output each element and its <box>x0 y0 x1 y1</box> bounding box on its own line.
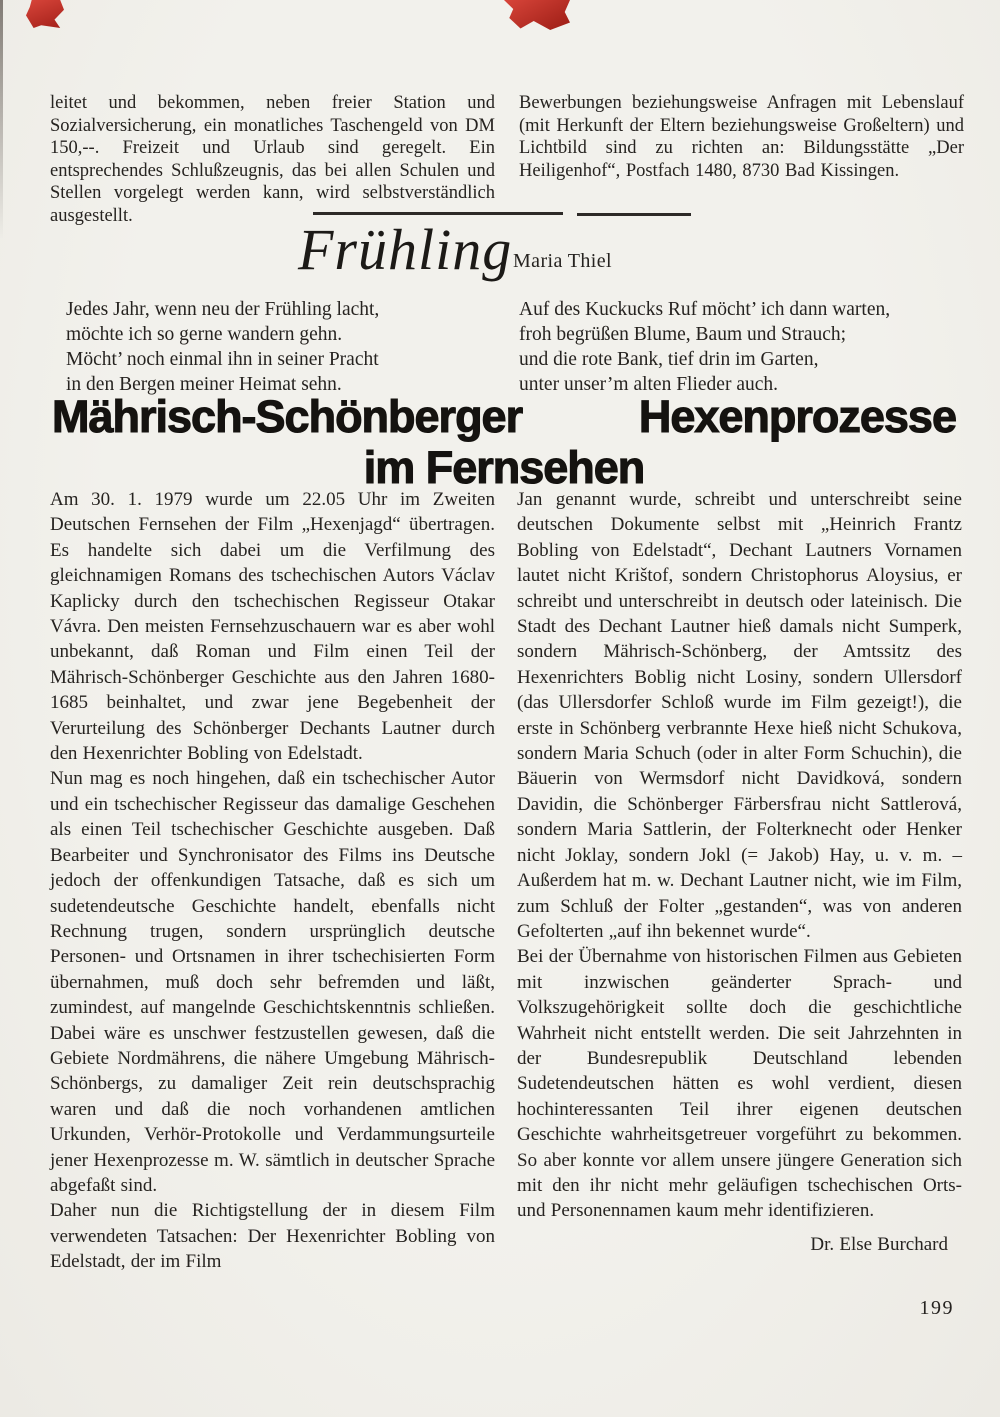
article-paragraph: Jan genannt wurde, schreibt und unterschreibt seine deutschen Dokumente selbst mit „Heinrich Frantz Bobling von Edelstadt“, Dechant Lautners Vornamen lautet nicht Krištof, sondern Christophorus Aloysius, er schreibt und unterschreibt in deutsch oder lateinisch. Die Stadt des Dechant Lautner hieß damals nicht Sumperk, sondern Mährisch-Schönberg, der Amtssitz des Hexenrichters Boblig nicht Losiny, sondern Ullersdorf (das Ullersdorfer Schloß wurde im Film gezeigt!), die erste in Schönberg verbrannte Hexe hieß nicht Schukova, sondern Maria Schuch (oder in alter Form Schuchin), die Bäuerin von Wermsdorf nicht Davidková, sondern Davidin, die Schönberger Färbersfrau nicht Sattlerová, sondern Maria Sattlerin, der Folterknecht oder Henker nicht Joklay, sondern Jokl (= Jakob) Hay, u. v. m. – Außerdem hat m. w. Dechant Lautner nicht, wie im Film, zum Schluß der Folter „gestanden“, was von anderen Gefolterten „auf ihn bekennet wurde“. <box>517 489 962 942</box>
article-left-column <box>50 487 495 1275</box>
page-edge-shadow <box>0 0 3 240</box>
poem-line: Möcht’ noch einmal ihn in seiner Pracht <box>66 349 379 370</box>
poem-stanza-right <box>519 297 964 397</box>
poem-author: Maria Thiel <box>513 250 612 272</box>
poem-line: und die rote Bank, tief drin im Garten, <box>519 349 819 370</box>
top-right-article-text: Bewerbungen beziehungsweise Anfragen mit Lebenslauf (mit Herkunft der Eltern beziehungsweise Großeltern) und Lichtbild sind zu richten an: Bildungsstätte „Der Heiligenhof“, Postfach 1480, 8730 Bad Kissingen. <box>519 93 964 181</box>
headline-line-1 <box>52 391 956 443</box>
headline-word-right: Hexenprozesse <box>638 391 956 442</box>
article-paragraph: Daher nun die Richtigstellung der in diesem Film verwendeten Tatsachen: Der Hexenrichter Bobling von Edelstadt, der im Film <box>50 1200 495 1273</box>
top-articles-section <box>50 92 964 228</box>
poem-line: möchte ich so gerne wandern gehn. <box>66 324 343 345</box>
red-ink-mark-center <box>504 0 570 30</box>
article-paragraph: Bei der Übernahme von historischen Filmen aus Gebieten mit inzwischen geänderter Sprach- und Volkszugehörigkeit sollte doch die geschichtliche Wahrheit nicht entstellt werden. Die seit Jahrzehnten in der Bundesrepublik Deutschland lebenden Sudetendeutschen hätten es wohl verdient, diesen hochinteressanten Teil ihrer eigenen deutschen Geschichte wahrheitsgetreuer vorgeführt zu bekommen. So aber konnte vor allem unsere jüngere Generation sich mit den ihr nicht mehr geläufigen tschechischen Orts- und Personennamen kaum mehr identifizieren. <box>517 946 962 1222</box>
divider-segment-long <box>313 212 563 215</box>
headline-word-left: Mährisch-Schönberger <box>52 391 523 442</box>
poem-line: Auf des Kuckucks Ruf möcht’ ich dann warten, <box>519 299 891 320</box>
top-left-article-text: leitet und bekommen, neben freier Station und Sozialversicherung, ein monatliches Taschengeld von DM 150,--. Freizeit und Urlaub sind geregelt. Ein entsprechendes Schlußzeugnis, das bei allen Schulen und Stellen vorgelegt werden kann, wird selbstverständlich ausgestellt. <box>50 93 495 226</box>
divider-segment-short <box>577 213 691 216</box>
article-paragraph: Nun mag es noch hingehen, daß ein tschechischer Autor und ein tschechischer Regisseur das damalige Geschehen als einen Teil tschechischer Geschichte ausgeben. Daß Bearbeiter und Synchronisator des Films ins Deutsche jedoch der offenkundigen Tatsache, daß es sich um sudetendeutsche Geschichte handelt, ebenfalls nicht Rechnung trugen, sondern ursprünglich deutsche Personen- und Ortsnamen in ihrer tschechisierten Form übernahmen, muß doch sehr befremden und läßt, zumindest, auf mangelnde Geschichtskenntnis schließen. Dabei wäre es unschwer festzustellen gewesen, daß die Gebiete Nordmährens, die nähere Umgebung Mährisch-Schönbergs, zu damaliger Zeit rein deutschsprachig waren und daß die noch vorhandenen amtlichen Urkunden, Verhör-Protokolle und Verdammungsurteile jener Hexenprozesse m. W. sämtlich in deutscher Sprache abgefaßt sind. <box>50 768 495 1196</box>
poem-stanzas <box>50 297 964 397</box>
red-ink-mark-left <box>26 0 64 28</box>
poem-title: Frühling <box>298 217 513 282</box>
poem-header <box>0 217 1000 296</box>
poem-line: unter unser’m alten Flieder auch. <box>519 374 779 395</box>
article-right-column <box>517 487 962 1275</box>
poem-line: Jedes Jahr, wenn neu der Frühling lacht, <box>66 299 380 320</box>
poem-line: froh begrüßen Blume, Baum und Strauch; <box>519 324 847 345</box>
poem-line: in den Bergen meiner Heimat sehn. <box>66 374 342 395</box>
poem-stanza-left <box>50 297 495 397</box>
article-signature: Dr. Else Burchard <box>810 1233 948 1255</box>
article-paragraph: Am 30. 1. 1979 wurde um 22.05 Uhr im Zweiten Deutschen Fernsehen der Film „Hexenjagd“ übertragen. Es handelte sich dabei um die Verfilmung des gleichnamigen Romans des tschechischen Autors Václav Kaplicky durch den tschechischen Regisseur Otakar Vávra. Den meisten Fernsehzuschauern war es aber wohl unbekannt, daß Roman und Film einen Teil der Mährisch-Schönberger Geschichte aus den Jahren 1680-1685 beinhaltet, und zwar jene Begebenheit der Verurteilung des Schönberger Dechants Lautner durch den Hexenrichter Bobling von Edelstadt. <box>50 489 495 765</box>
headline-line-2: im Fernsehen <box>363 442 645 493</box>
article-headline <box>52 391 956 493</box>
page-number: 199 <box>919 1297 954 1319</box>
article-body <box>50 487 962 1275</box>
